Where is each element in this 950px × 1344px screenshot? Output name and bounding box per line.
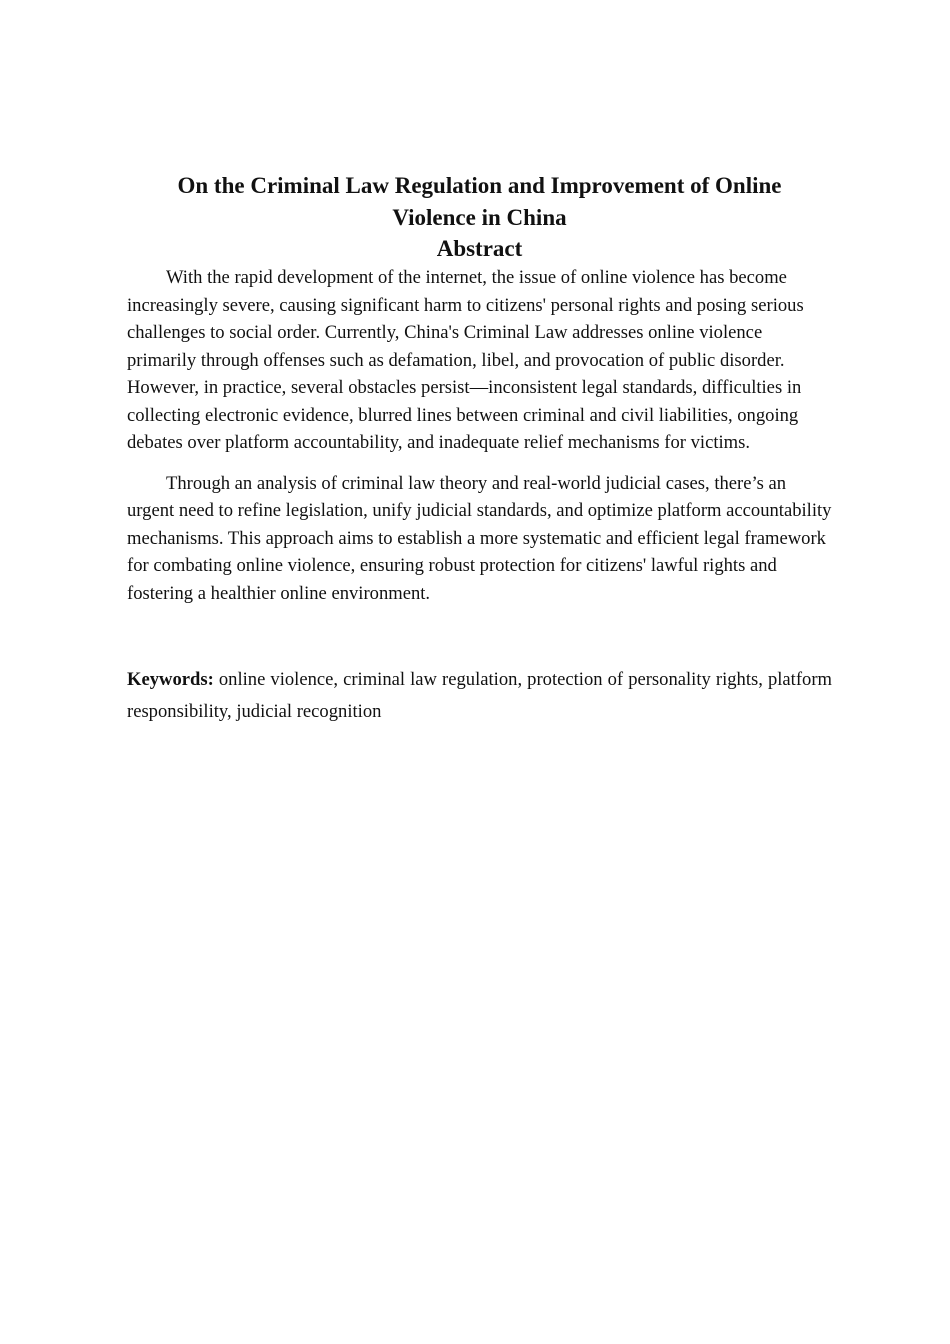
keywords-label: Keywords:	[127, 669, 214, 690]
paper-title: On the Criminal Law Regulation and Improvement of Online Violence in China	[177, 173, 782, 230]
abstract-heading: Abstract	[436, 236, 523, 261]
keywords-line	[127, 664, 832, 728]
keywords-text: online violence, criminal law regulation, protection of personality rights, platform responsibility, judicial recognition	[127, 669, 832, 722]
document-page	[127, 170, 832, 728]
abstract-paragraph-2: Through an analysis of criminal law theory and real-world judicial cases, there’s an urgent need to refine legislation, unify judicial standards, and optimize platform accountability mechanisms. This approach aims to establish a more systematic and efficient legal framework for combating online violence, ensuring robust protection for citizens' lawful rights and fostering a healthier online environment.	[127, 472, 832, 604]
abstract-paragraph-1: With the rapid development of the internet, the issue of online violence has become increasingly severe, causing significant harm to citizens' personal rights and posing serious challenges to social order. Currently, China's Criminal Law addresses online violence primarily through offenses such as defamation, libel, and provocation of public disorder. However, in practice, several obstacles persist—inconsistent legal standards, difficulties in collecting electronic evidence, blurred lines between criminal and civil liabilities, ongoing debates over platform accountability, and inadequate relief mechanisms for victims.	[127, 267, 804, 453]
